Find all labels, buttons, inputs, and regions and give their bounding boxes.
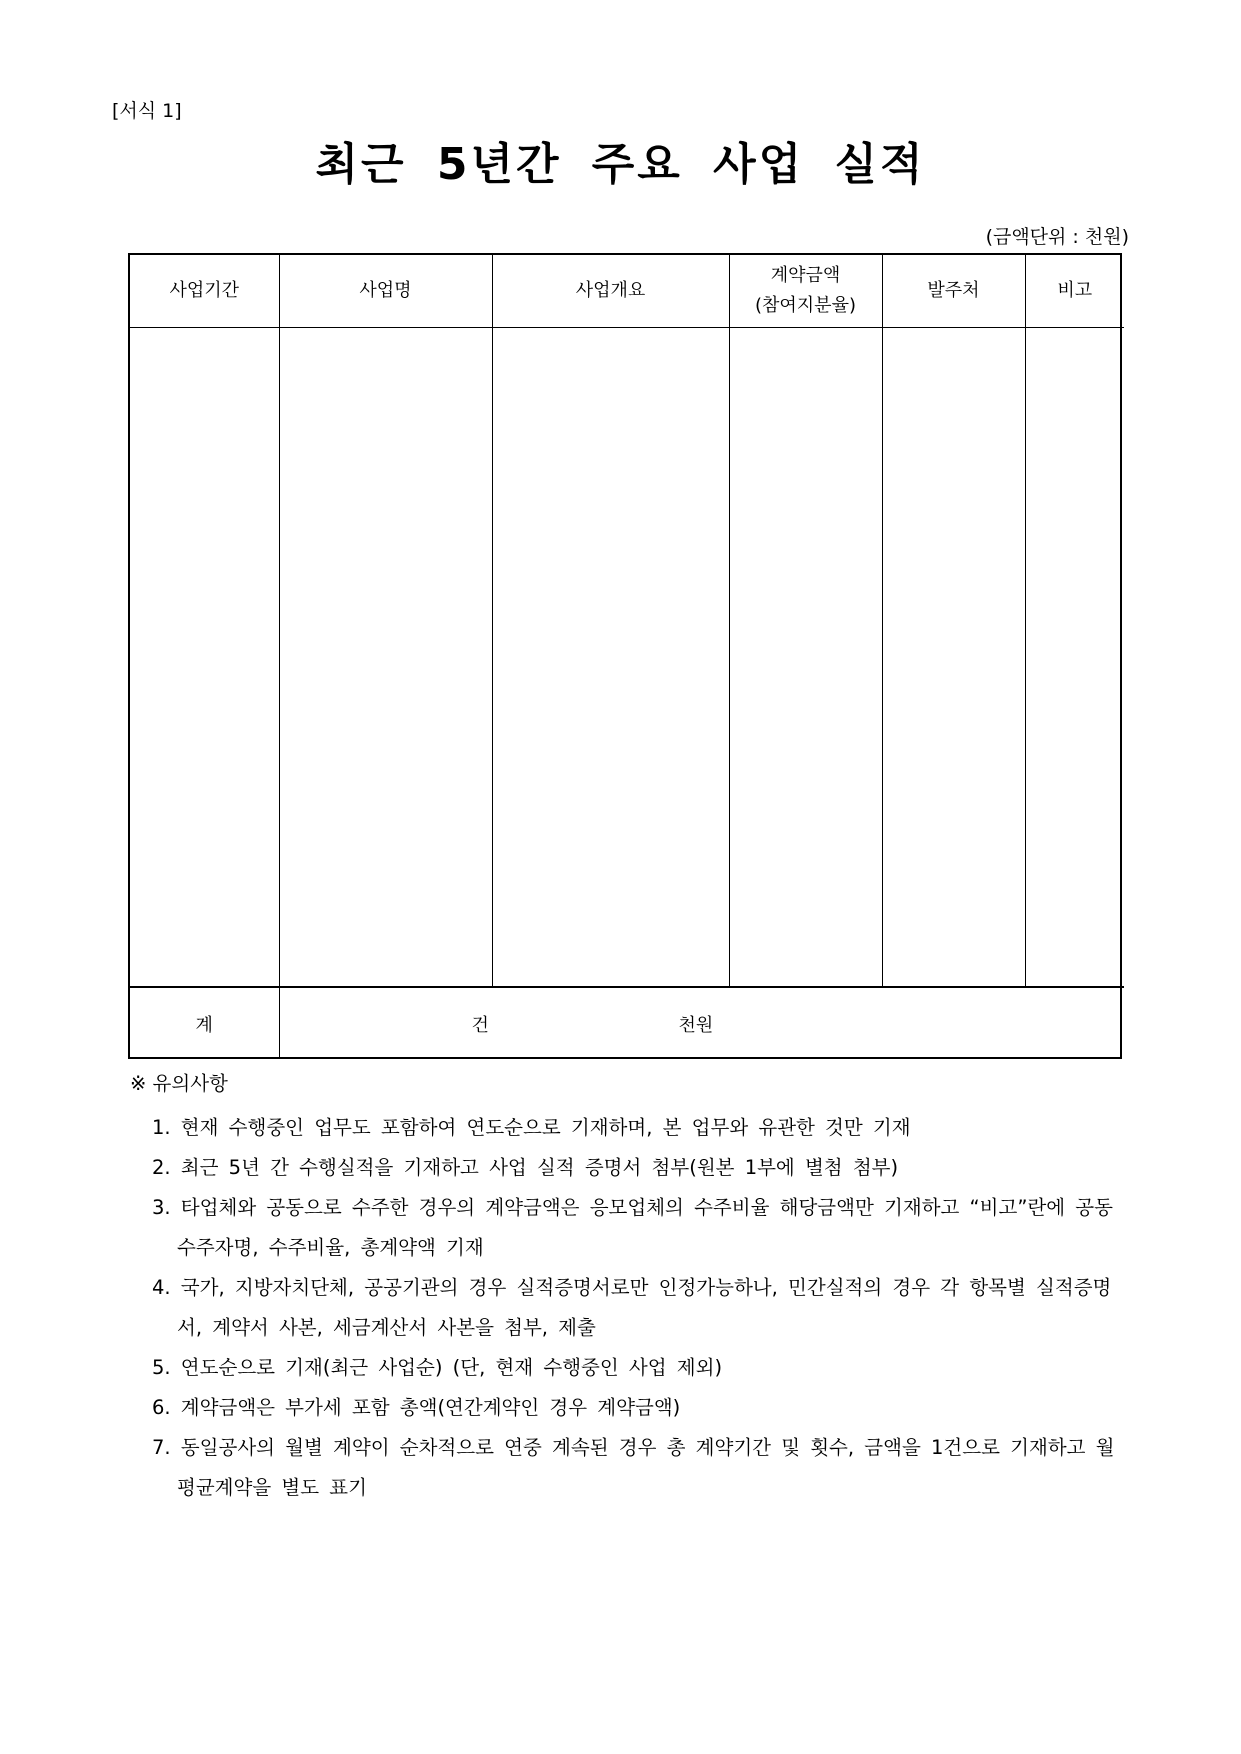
form-label: [서식 1]	[112, 100, 182, 122]
header-client	[882, 255, 1025, 327]
header-project-name	[279, 255, 492, 327]
header-project-name-label: 사업명	[359, 279, 412, 301]
table-entry-row	[130, 327, 1124, 987]
cell-remarks[interactable]	[1025, 327, 1124, 987]
cell-project-period[interactable]	[130, 327, 279, 987]
header-remarks-label: 비고	[1057, 279, 1093, 301]
notes-heading: ※ 유의사항	[130, 1072, 228, 1095]
cell-project-name[interactable]	[279, 327, 492, 987]
cell-project-summary[interactable]	[492, 327, 729, 987]
note-item: 6. 계약금액은 부가세 포함 총액(연간계약인 경우 계약금액)	[152, 1396, 681, 1419]
header-contract-amount	[729, 255, 882, 327]
performance-table-frame	[128, 253, 1122, 1059]
cell-contract-amount[interactable]	[729, 327, 882, 987]
total-label: 계	[195, 1014, 213, 1036]
notes-section	[130, 1068, 1130, 1508]
table-header-row	[130, 255, 1124, 327]
header-contract-amount-label: 계약금액	[770, 264, 841, 286]
table-total-row	[130, 987, 1124, 1059]
total-amount-unit: 천원	[678, 1014, 714, 1036]
cell-client[interactable]	[882, 327, 1025, 987]
header-project-summary	[492, 255, 729, 327]
header-project-period-label: 사업기간	[169, 279, 240, 301]
note-item: 2. 최근 5년 간 수행실적을 기재하고 사업 실적 증명서 첨부(원본 1부에 별첨 첨부)	[152, 1156, 899, 1179]
total-value-cell[interactable]	[279, 987, 1124, 1059]
note-item: 4. 국가, 지방자치단체, 공공기관의 경우 실적증명서로만 인정가능하나, 민간실적의 경우 각 항목별 실적증명서, 계약서 사본, 세금계산서 사본을 첨부, 제출	[152, 1276, 1112, 1339]
header-client-label: 발주처	[927, 279, 980, 301]
page-title: 최근 5년간 주요 사업 실적	[315, 139, 926, 190]
amount-unit-note: (금액단위 : 천원)	[985, 226, 1129, 248]
note-item: 3. 타업체와 공동으로 수주한 경우의 계약금액은 응모업체의 수주비율 해당금액만 기재하고 “비고”란에 공동수주자명, 수주비율, 총계약액 기재	[152, 1196, 1113, 1259]
total-label-cell	[130, 987, 279, 1059]
header-remarks	[1025, 255, 1124, 327]
header-project-period	[130, 255, 279, 327]
header-project-summary-label: 사업개요	[575, 279, 646, 301]
performance-table	[130, 255, 1124, 1059]
total-count-unit: 건	[471, 1014, 489, 1036]
note-item: 5. 연도순으로 기재(최근 사업순) (단, 현재 수행중인 사업 제외)	[152, 1356, 723, 1379]
notes-list	[130, 1108, 1130, 1508]
note-item: 7. 동일공사의 월별 계약이 순차적으로 연중 계속된 경우 총 계약기간 및 횟수, 금액을 1건으로 기재하고 월 평균계약을 별도 표기	[152, 1436, 1115, 1499]
note-item: 1. 현재 수행중인 업무도 포함하여 연도순으로 기재하며, 본 업무와 유관한 것만 기재	[152, 1116, 911, 1139]
header-contract-amount-sublabel: (참여지분율)	[755, 294, 856, 316]
